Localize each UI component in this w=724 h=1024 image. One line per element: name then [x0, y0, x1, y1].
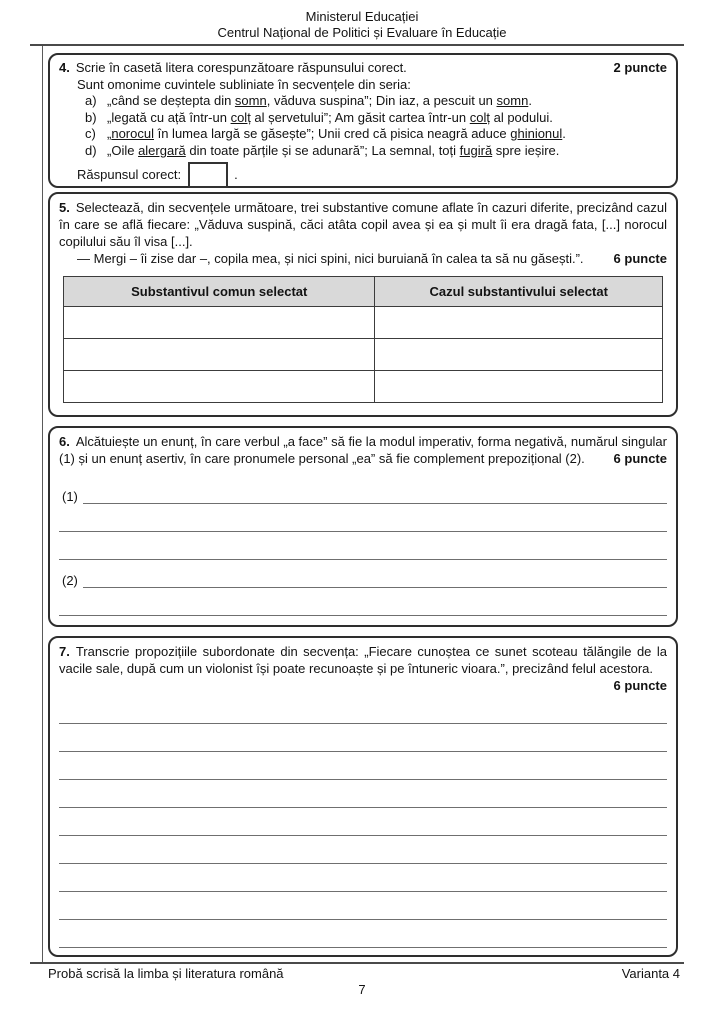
option-a	[85, 93, 667, 110]
question-4-box	[48, 53, 678, 188]
answer-suffix: .	[234, 166, 238, 182]
answer-line[interactable]	[59, 503, 667, 532]
table-header-row	[64, 277, 663, 307]
option-a-letter: a)	[85, 93, 97, 108]
question-4-number: 4.	[59, 60, 70, 75]
table-row	[64, 307, 663, 339]
table-row	[64, 371, 663, 403]
answer-line	[59, 724, 667, 752]
question-5-points: 6 puncte	[613, 251, 667, 266]
center-title: Centrul Național de Politici și Evaluare în Educație	[217, 25, 507, 40]
answer-line-1-label	[59, 476, 667, 504]
question-5-box	[48, 192, 678, 417]
left-margin-line	[42, 46, 43, 962]
label-1: (1)	[62, 489, 78, 504]
question-6-box	[48, 426, 678, 627]
noun-answer-cell[interactable]	[64, 371, 375, 403]
answer-line	[59, 588, 667, 616]
question-4-head	[59, 60, 667, 77]
question-5-prompt: 5. Selectează, din secvențele următoare, trei substantive comune aflate în cazuri diferite, precizând cazul în care se află fiecare: „Văduva suspină, căci atâta copil avea și ea și mult îi era dragă fata, [...] norocul copilului său îl visa [...].	[59, 200, 667, 249]
noun-answer-cell[interactable]	[64, 307, 375, 339]
table-row	[64, 339, 663, 371]
question-7-answer-area	[59, 696, 667, 948]
answer-line[interactable]	[83, 475, 667, 504]
answer-line[interactable]	[59, 919, 667, 948]
option-b-text: „legată cu ață într-un colț al șervetului”; Am găsit cartea într-un colț al podului.	[107, 109, 553, 125]
question-7-box	[48, 636, 678, 957]
label-2: (2)	[62, 573, 78, 588]
case-answer-cell[interactable]	[375, 339, 663, 371]
q5-answer-table	[63, 276, 663, 403]
question-7-prompt: 7. Transcrie propozițiile subordonate din secvența: „Fiecare cunoștea ce sunet scoteau tălăngile de la vacile sale, după cum un violonist își poate recunoaște și pe întuneric vioara.”, precizând felul acestora.	[59, 644, 667, 676]
answer-line	[59, 892, 667, 920]
answer-line	[59, 504, 667, 532]
case-answer-cell[interactable]	[375, 307, 663, 339]
correct-answer-label: Răspunsul corect:	[77, 166, 182, 182]
case-answer-cell[interactable]	[375, 371, 663, 403]
answer-line[interactable]	[59, 695, 667, 724]
answer-line[interactable]	[59, 751, 667, 780]
option-b-letter: b)	[85, 109, 97, 125]
answer-line	[59, 864, 667, 892]
question-4-intro: Sunt omonime cuvintele subliniate în secvențele din seria:	[77, 76, 411, 92]
answer-line	[59, 836, 667, 864]
question-7-number: 7.	[59, 644, 70, 659]
answer-line	[59, 696, 667, 724]
answer-line[interactable]	[59, 531, 667, 560]
table-header-case: Cazul substantivului selectat	[375, 277, 663, 307]
table-header-noun: Substantivul comun selectat	[64, 277, 375, 307]
answer-line-2-label	[59, 560, 667, 588]
option-c-text: „norocul în lumea largă se găsește”; Unii cred că pisica neagră aduce ghinionul.	[107, 126, 566, 141]
answer-line[interactable]	[59, 835, 667, 864]
answer-line[interactable]	[83, 559, 667, 588]
answer-line[interactable]	[59, 807, 667, 836]
option-c	[85, 126, 667, 143]
ministry-title: Ministerul Educației	[305, 9, 419, 24]
option-d	[85, 143, 667, 160]
correct-answer-row	[77, 162, 667, 188]
quote-text: — Mergi – îi zise dar –, copila mea, și nici spini, nici buruiană în calea ta să nu găsești.”.	[77, 251, 584, 266]
question-5-quote-line	[59, 250, 667, 267]
question-6-answer-area	[59, 476, 667, 616]
question-4-prompt: 4. Scrie în casetă litera corespunzătoare răspunsului corect.	[59, 60, 407, 75]
option-c-letter: c)	[85, 126, 96, 141]
answer-line[interactable]	[59, 779, 667, 808]
option-d-letter: d)	[85, 142, 97, 158]
page-number: 7	[358, 982, 366, 997]
answer-letter-box[interactable]	[188, 162, 228, 188]
answer-line	[59, 808, 667, 836]
answer-line[interactable]	[59, 587, 667, 616]
question-5-number: 5.	[59, 200, 70, 215]
answer-line[interactable]	[59, 723, 667, 752]
option-a-text: „când se deștepta din somn, văduva suspina”; Din iaz, a pescuit un somn.	[107, 93, 532, 108]
answer-line[interactable]	[59, 891, 667, 920]
question-7-points: 6 puncte	[613, 678, 667, 693]
question-6-points: 6 puncte	[613, 451, 667, 466]
footer-exam-title: Probă scrisă la limba și literatura română	[48, 966, 284, 981]
option-b	[85, 110, 667, 127]
answer-line	[59, 532, 667, 560]
answer-line	[59, 920, 667, 948]
question-4-points: 2 puncte	[613, 60, 667, 75]
footer-variant: Varianta 4	[621, 966, 680, 981]
footer-divider	[30, 962, 684, 964]
header-divider	[30, 44, 684, 46]
noun-answer-cell[interactable]	[64, 339, 375, 371]
question-6-number: 6.	[59, 434, 70, 449]
answer-line[interactable]	[59, 863, 667, 892]
question-6-prompt: 6. Alcătuiește un enunț, în care verbul „a face” să fie la modul imperativ, forma negativă, numărul singular (1) și un enunț asertiv, în care pronumele personal „ea” să fie complement prepozițional (2). 6 puncte	[59, 434, 667, 466]
document-header	[0, 9, 724, 41]
answer-line	[59, 752, 667, 780]
option-d-text: „Oile alergară din toate părțile și se adunară”; La semnal, toți fugiră spre ieșire.	[107, 142, 560, 158]
answer-line	[59, 780, 667, 808]
